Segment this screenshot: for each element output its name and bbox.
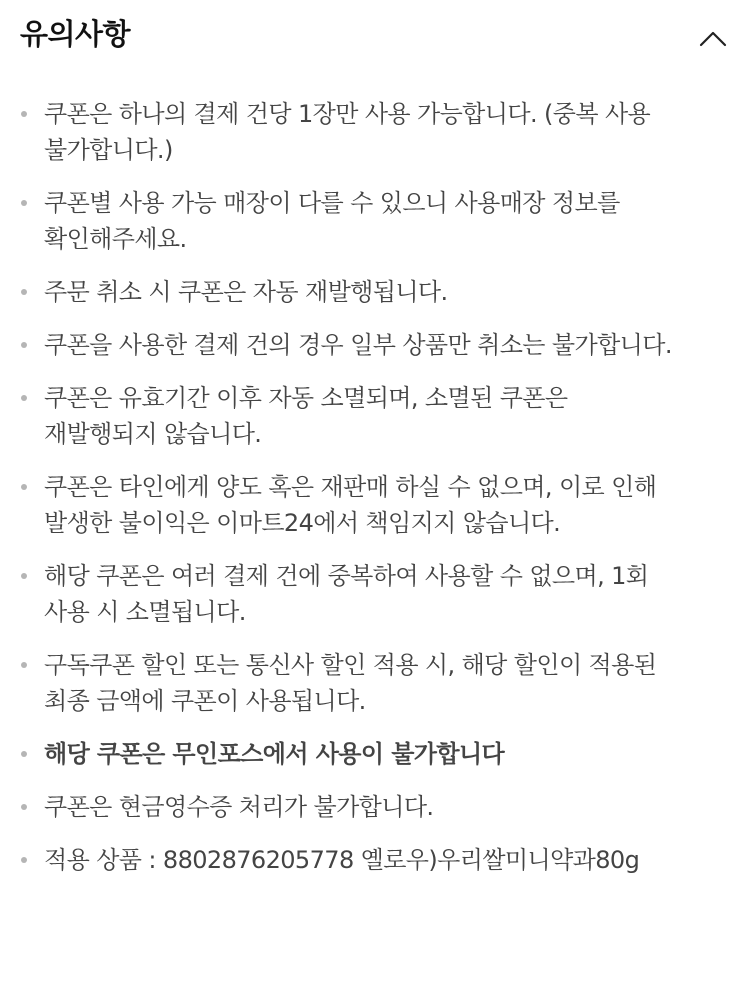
bullet-dot [21,200,27,206]
notice-item-applicable-product [0,842,750,878]
notice-item [0,380,750,452]
chevron-up-icon [698,29,728,47]
notice-item [0,96,750,168]
bullet-dot [21,804,27,810]
notice-text: 쿠폰은 타인에게 양도 혹은 재판매 하실 수 없으며, 이로 인해 발생한 불이익은 이마트24에서 책임지지 않습니다. [44,473,657,537]
notice-list [0,96,750,895]
notice-text: 쿠폰은 하나의 결제 건당 1장만 사용 가능합니다. (중복 사용 불가합니다.) [44,100,651,164]
notice-item [0,274,750,310]
notice-text: 해당 쿠폰은 무인포스에서 사용이 불가합니다 [44,740,505,768]
notice-text: 해당 쿠폰은 여러 결제 건에 중복하여 사용할 수 없으며, 1회 사용 시 소멸됩니다. [44,562,649,626]
page-title: 유의사항 [20,17,131,51]
notice-text: 적용 상품 : 8802876205778 옐로우)우리쌀미니약과80g [44,846,640,874]
bullet-dot [21,857,27,863]
bullet-dot [21,662,27,668]
notice-item [0,185,750,257]
notice-item [0,558,750,630]
notice-item [0,789,750,825]
notice-text: 쿠폰을 사용한 결제 건의 경우 일부 상품만 취소는 불가합니다. [44,331,672,359]
bullet-dot [21,751,27,757]
bullet-dot [21,395,27,401]
bullet-dot [21,289,27,295]
bullet-dot [21,111,27,117]
notice-text: 구독쿠폰 할인 또는 통신사 할인 적용 시, 해당 할인이 적용된 최종 금액에 쿠폰이 사용됩니다. [44,651,657,715]
notice-item [0,647,750,719]
collapse-toggle-button[interactable] [688,16,738,60]
notice-text: 쿠폰은 현금영수증 처리가 불가합니다. [44,793,434,821]
notice-text: 쿠폰별 사용 가능 매장이 다를 수 있으니 사용매장 정보를 확인해주세요. [44,189,620,253]
bullet-dot [21,484,27,490]
notice-text: 주문 취소 시 쿠폰은 자동 재발행됩니다. [44,278,448,306]
notice-item [0,469,750,541]
bullet-dot [21,573,27,579]
notice-item [0,327,750,363]
bullet-dot [21,342,27,348]
notice-header [0,0,750,76]
notice-text: 쿠폰은 유효기간 이후 자동 소멸되며, 소멸된 쿠폰은 재발행되지 않습니다. [44,384,568,448]
notice-item-emphasis [0,736,750,772]
